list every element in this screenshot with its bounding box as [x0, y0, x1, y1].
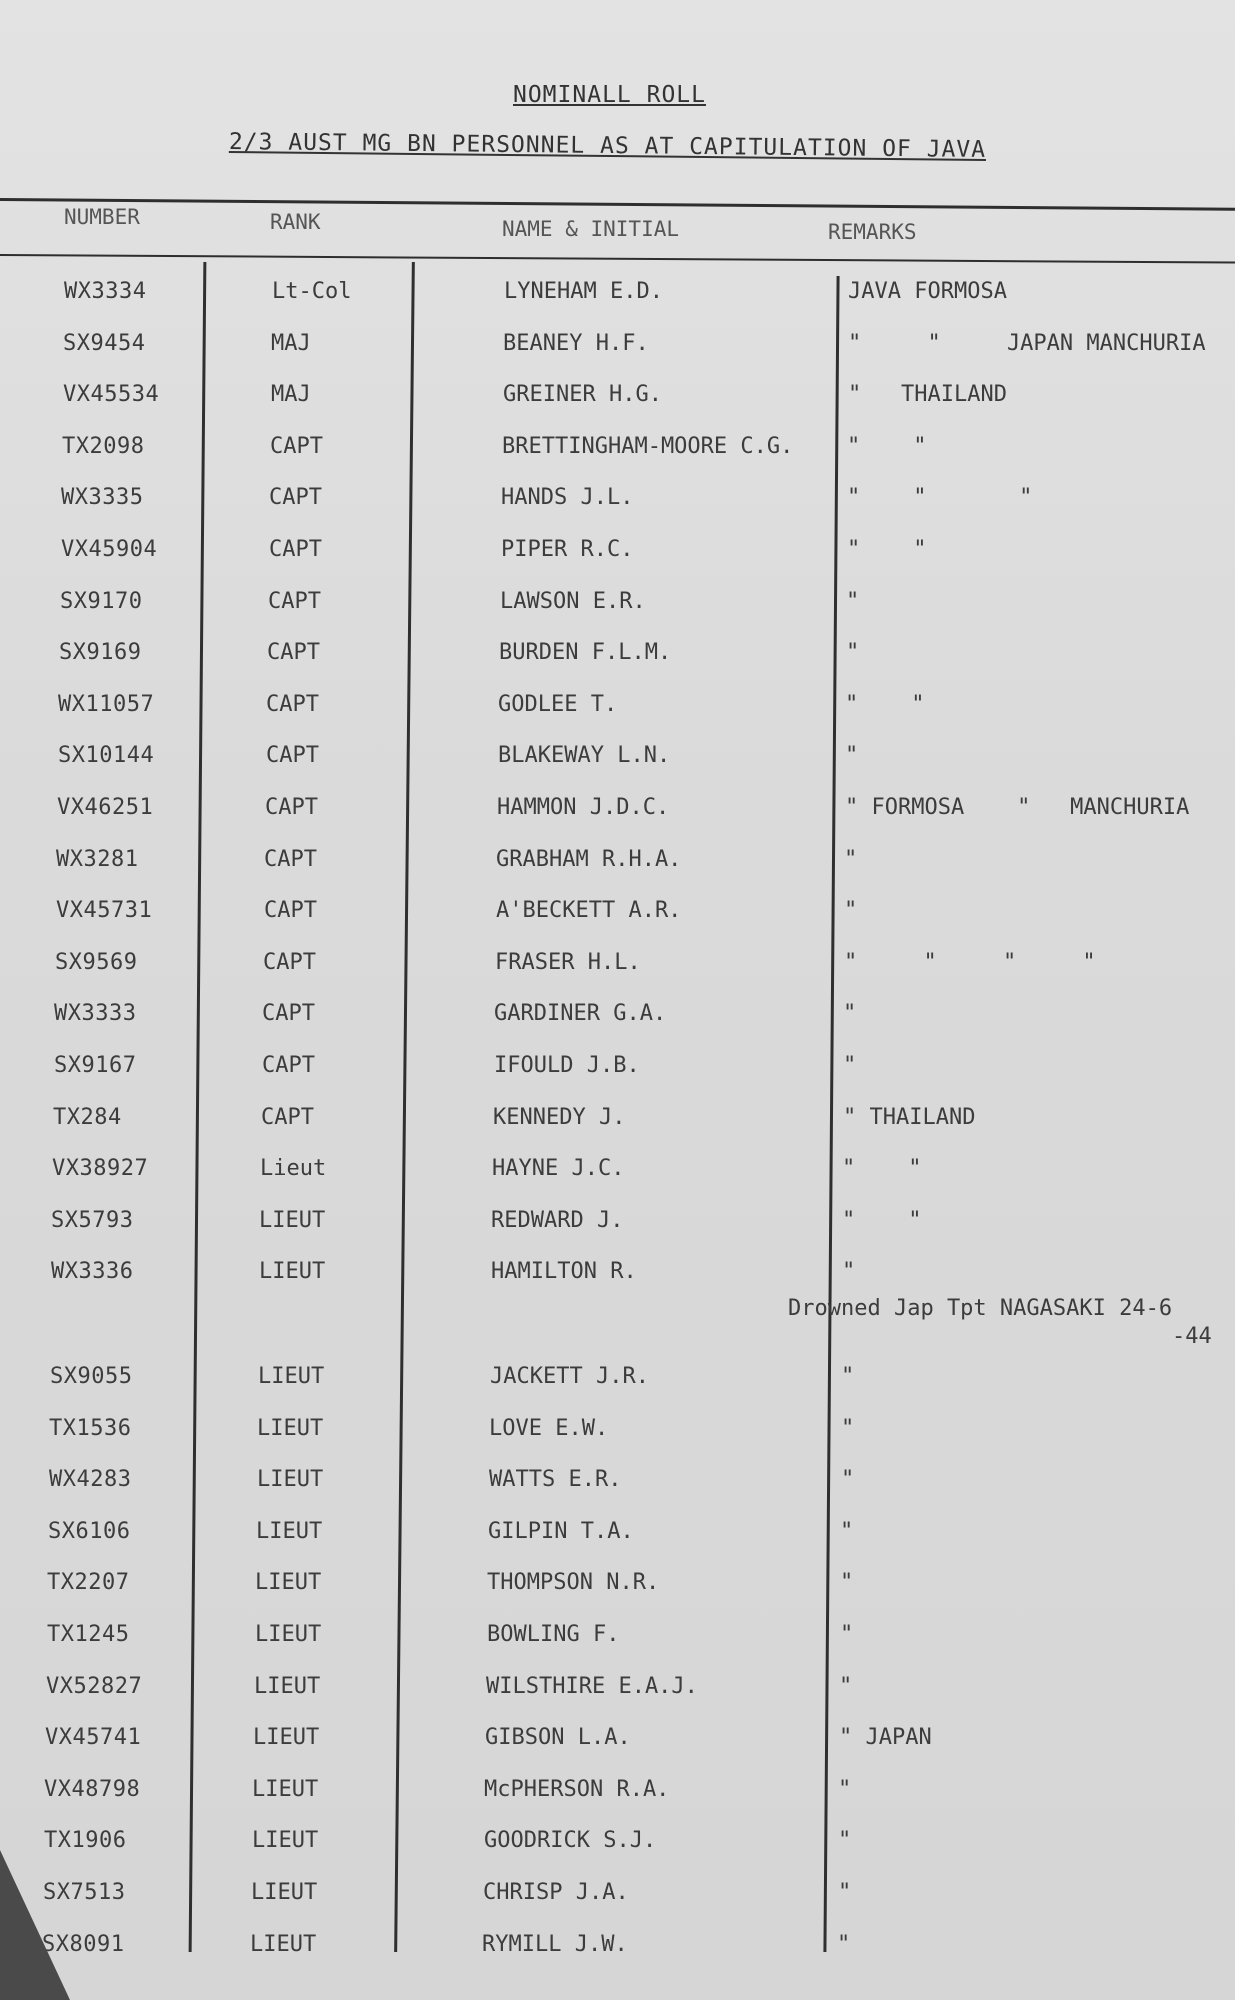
row-rank: LIEUT	[256, 1519, 323, 1544]
row-rank: LIEUT	[255, 1570, 322, 1595]
row-name: JACKETT J.R.	[490, 1364, 649, 1389]
row-remarks: " "	[847, 434, 927, 459]
row-name: HAYNE J.C.	[492, 1156, 625, 1181]
row-number: TX284	[53, 1105, 122, 1130]
table-row	[0, 950, 1235, 980]
row-rank: CAPT	[266, 743, 319, 768]
table-row	[0, 743, 1235, 773]
row-rank: CAPT	[264, 847, 317, 872]
table-row	[0, 279, 1235, 309]
row-remarks: " "	[842, 1156, 922, 1181]
header-rank: RANK	[270, 210, 321, 234]
table-row	[0, 485, 1235, 515]
row-remarks: " FORMOSA " MANCHURIA	[845, 795, 1190, 820]
row-rank: CAPT	[266, 692, 319, 717]
row-rank: LIEUT	[252, 1777, 319, 1802]
row-number: SX9167	[54, 1053, 137, 1078]
row-number: WX3335	[61, 485, 144, 510]
row-name: GARDINER G.A.	[494, 1001, 667, 1026]
row-rank: LIEUT	[257, 1467, 324, 1492]
table-row	[0, 1105, 1235, 1135]
row-name: GREINER H.G.	[503, 382, 662, 407]
row-remarks: "	[846, 589, 860, 614]
row-rank: LIEUT	[253, 1725, 320, 1750]
table-row	[0, 1208, 1235, 1238]
row-rank: MAJ	[271, 331, 311, 356]
torn-corner	[0, 1850, 70, 2000]
table-row	[0, 382, 1235, 412]
row-name: IFOULD J.B.	[494, 1053, 640, 1078]
row-number: WX4283	[49, 1467, 132, 1492]
row-rank: LIEUT	[259, 1259, 326, 1284]
row-number: SX9055	[50, 1364, 133, 1389]
table-row	[0, 1053, 1235, 1083]
table-row	[0, 537, 1235, 567]
row-number: TX2098	[62, 434, 145, 459]
table-row	[0, 1880, 1235, 1910]
row-rank: CAPT	[268, 589, 321, 614]
row-number: SX9569	[55, 950, 138, 975]
table-row	[0, 1467, 1235, 1497]
row-name: LAWSON E.R.	[500, 589, 646, 614]
row-remarks: "	[841, 1467, 855, 1492]
table-row	[0, 1364, 1235, 1394]
header-name: NAME & INITIAL	[502, 217, 680, 241]
row-number: VX45731	[56, 898, 153, 923]
row-name: HAMILTON R.	[491, 1259, 637, 1284]
row-remarks: " "	[845, 692, 925, 717]
row-rank: LIEUT	[259, 1208, 326, 1233]
table-row	[0, 640, 1235, 670]
row-rank: Lieut	[260, 1156, 327, 1181]
row-number: WX3334	[64, 279, 147, 304]
row-remarks: " " " "	[844, 950, 1096, 975]
row-number: TX1536	[49, 1416, 132, 1441]
row-remarks: " JAPAN	[839, 1725, 932, 1750]
row-name: LYNEHAM E.D.	[504, 279, 663, 304]
row-number: SX9170	[60, 589, 143, 614]
row-number: SX10144	[58, 743, 155, 768]
table-row	[0, 795, 1235, 825]
row-number: VX48798	[44, 1777, 141, 1802]
row-name: BURDEN F.L.M.	[499, 640, 672, 665]
table-row	[0, 1828, 1235, 1858]
table-row	[0, 1416, 1235, 1446]
row-remarks: "	[844, 898, 858, 923]
table-row	[0, 1570, 1235, 1600]
row-name: BEANEY H.F.	[503, 331, 649, 356]
row-number: TX1245	[47, 1622, 130, 1647]
table-row	[0, 434, 1235, 464]
row-rank: Lt-Col	[272, 279, 352, 304]
row-number: TX2207	[47, 1570, 130, 1595]
row-name: BLAKEWAY L.N.	[498, 743, 671, 768]
row-rank: MAJ	[271, 382, 311, 407]
row-number: WX3336	[51, 1259, 134, 1284]
row-remarks: " THAILAND	[848, 382, 1007, 407]
row-number: VX45534	[63, 382, 160, 407]
row-remarks: " " JAPAN MANCHURIA	[848, 331, 1206, 356]
row-name: LOVE E.W.	[489, 1416, 609, 1441]
row-rank: CAPT	[261, 1105, 314, 1130]
table-row	[0, 1001, 1235, 1031]
row-remarks: JAVA FORMOSA	[848, 279, 1007, 304]
row-number: TX1906	[44, 1828, 127, 1853]
table-row	[0, 331, 1235, 361]
row-remarks: "	[841, 1416, 855, 1441]
row-rank: LIEUT	[251, 1880, 318, 1905]
row-rank: CAPT	[263, 950, 316, 975]
table-row	[0, 589, 1235, 619]
row-name: RYMILL J.W.	[482, 1932, 628, 1957]
drowned-note-year: -44	[1172, 1324, 1212, 1349]
row-number: VX45904	[61, 537, 158, 562]
row-name: BRETTINGHAM-MOORE C.G.	[502, 434, 794, 459]
row-number: WX3281	[56, 847, 139, 872]
row-rank: CAPT	[269, 485, 322, 510]
row-rank: LIEUT	[255, 1622, 322, 1647]
row-rank: CAPT	[262, 1053, 315, 1078]
row-remarks: "	[839, 1674, 853, 1699]
row-number: SX5793	[51, 1208, 134, 1233]
header-number: NUMBER	[64, 205, 140, 229]
row-remarks: " "	[842, 1208, 922, 1233]
row-remarks: "	[837, 1932, 851, 1957]
row-remarks: "	[840, 1519, 854, 1544]
row-number: VX38927	[52, 1156, 149, 1181]
row-remarks: "	[838, 1777, 852, 1802]
row-name: WATTS E.R.	[489, 1467, 622, 1492]
table-row	[0, 1725, 1235, 1755]
row-rank: LIEUT	[258, 1364, 325, 1389]
table-row	[0, 898, 1235, 928]
table-row	[0, 692, 1235, 722]
row-number: VX45741	[45, 1725, 142, 1750]
row-name: BOWLING F.	[487, 1622, 620, 1647]
row-name: GIBSON L.A.	[485, 1725, 631, 1750]
row-number: SX7513	[43, 1880, 126, 1905]
row-rank: CAPT	[262, 1001, 315, 1026]
row-name: REDWARD J.	[491, 1208, 624, 1233]
row-number: VX46251	[57, 795, 154, 820]
row-remarks: "	[845, 743, 859, 768]
row-remarks: "	[838, 1828, 852, 1853]
row-name: A'BECKETT A.R.	[496, 898, 682, 923]
row-remarks: "	[841, 1364, 855, 1389]
row-number: SX9454	[63, 331, 146, 356]
row-name: McPHERSON R.A.	[484, 1777, 670, 1802]
row-name: KENNEDY J.	[493, 1105, 626, 1130]
table-row	[0, 1519, 1235, 1549]
page-subtitle: 2/3 AUST MG BN PERSONNEL AS AT CAPITULATION OF JAVA	[228, 129, 987, 163]
row-rank: CAPT	[270, 434, 323, 459]
row-name: WILSTHIRE E.A.J.	[486, 1674, 698, 1699]
table-row	[0, 847, 1235, 877]
row-rank: LIEUT	[250, 1932, 317, 1957]
row-name: GODLEE T.	[498, 692, 618, 717]
row-remarks: "	[840, 1622, 854, 1647]
row-name: GOODRICK S.J.	[484, 1828, 657, 1853]
row-number: SX6106	[48, 1519, 131, 1544]
row-remarks: " THAILAND	[843, 1105, 976, 1130]
row-rank: CAPT	[265, 795, 318, 820]
row-remarks: "	[840, 1570, 854, 1595]
row-remarks: " "	[847, 537, 927, 562]
table-row	[0, 1932, 1235, 1962]
page-title: NOMINALL ROLL	[512, 82, 706, 108]
drowned-note: Drowned Jap Tpt NAGASAKI 24-6	[788, 1296, 1173, 1321]
row-remarks: " " "	[847, 485, 1033, 510]
row-number: SX9169	[59, 640, 142, 665]
row-rank: LIEUT	[254, 1674, 321, 1699]
row-rank: LIEUT	[252, 1828, 319, 1853]
row-name: CHRISP J.A.	[483, 1880, 629, 1905]
row-rank: LIEUT	[257, 1416, 324, 1441]
row-remarks: "	[844, 847, 858, 872]
table-row	[0, 1156, 1235, 1186]
row-remarks: "	[846, 640, 860, 665]
row-remarks: "	[843, 1053, 857, 1078]
table-row	[0, 1777, 1235, 1807]
row-rank: CAPT	[267, 640, 320, 665]
header-remarks: REMARKS	[828, 220, 917, 244]
row-name: GILPIN T.A.	[488, 1519, 634, 1544]
row-name: HANDS J.L.	[501, 485, 634, 510]
table-row	[0, 1674, 1235, 1704]
row-name: PIPER R.C.	[501, 537, 634, 562]
row-name: HAMMON J.D.C.	[497, 795, 670, 820]
row-number: VX52827	[46, 1674, 143, 1699]
row-number: WX11057	[58, 692, 155, 717]
row-number: WX3333	[54, 1001, 137, 1026]
row-remarks: "	[838, 1880, 852, 1905]
row-number: SX8091	[42, 1932, 125, 1957]
row-remarks: "	[843, 1001, 857, 1026]
row-rank: CAPT	[269, 537, 322, 562]
table-row	[0, 1622, 1235, 1652]
row-name: FRASER H.L.	[495, 950, 641, 975]
table-row	[0, 1259, 1235, 1289]
row-name: GRABHAM R.H.A.	[496, 847, 682, 872]
row-rank: CAPT	[264, 898, 317, 923]
row-name: THOMPSON N.R.	[487, 1570, 660, 1595]
row-remarks: "	[842, 1259, 856, 1284]
